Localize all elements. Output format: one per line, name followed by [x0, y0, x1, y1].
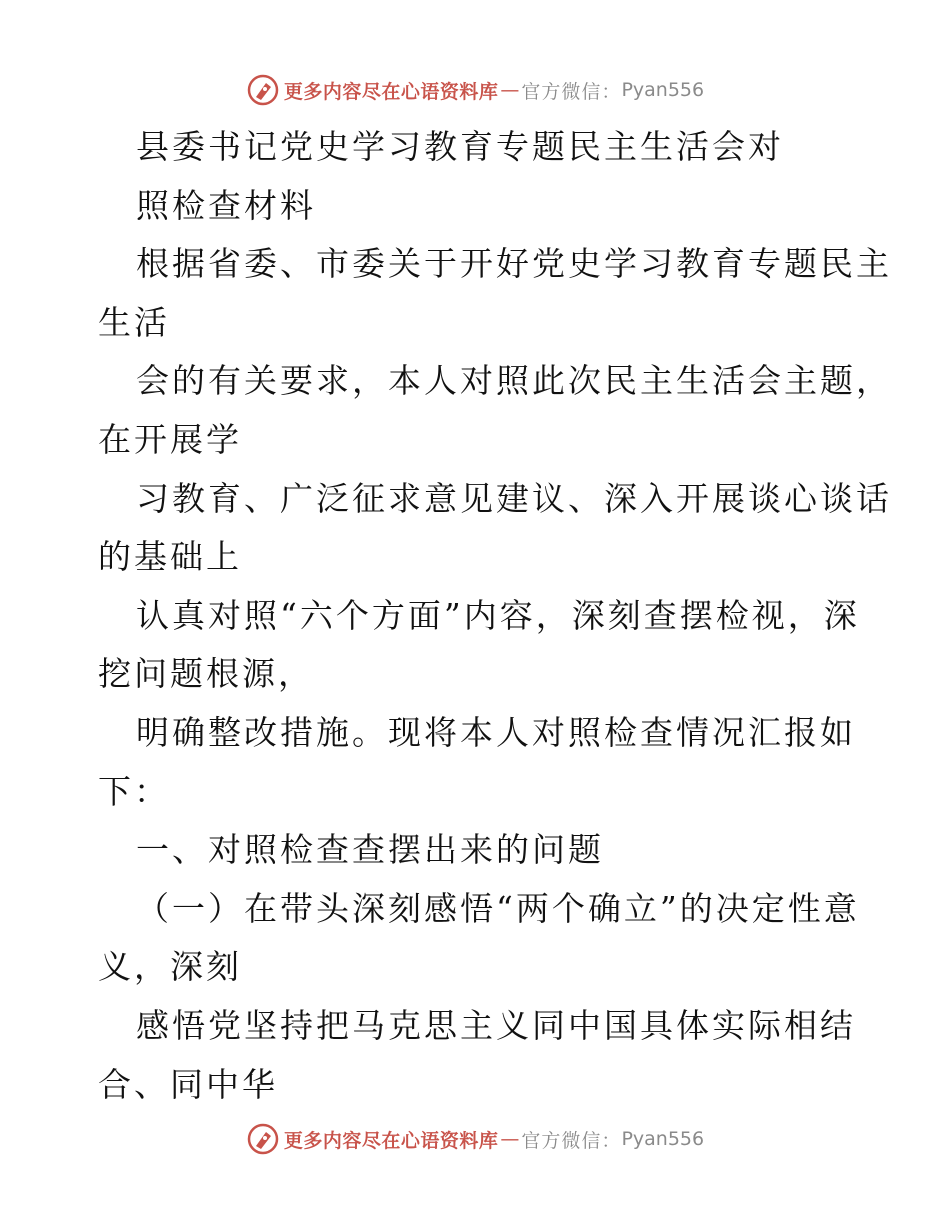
watermark-site-text: 更多内容尽在心语资料库 [283, 1129, 499, 1152]
watermark-wechat-label: 官方微信： [521, 1129, 622, 1152]
watermark-wechat-label: 官方微信： [521, 80, 622, 103]
doc-line-10: 挖问题根源， [98, 654, 314, 694]
footer-watermark [0, 1119, 950, 1159]
doc-line-13: 一、对照检查查摆出来的问题 [136, 830, 604, 870]
header-watermark [0, 70, 950, 110]
doc-line-3: 根据省委、市委关于开好党史学习教育专题民主 [136, 244, 892, 284]
doc-line-15: 义，深刻 [98, 947, 242, 987]
pen-nib-logo-icon [246, 1122, 280, 1156]
doc-line-16: 感悟党坚持把马克思主义同中国具体实际相结 [136, 1005, 856, 1045]
watermark-wechat-id: Pyan556 [621, 79, 705, 101]
doc-line-17: 合、同中华 [98, 1064, 278, 1104]
pen-nib-logo-icon [246, 73, 280, 107]
watermark-dash: — [500, 1128, 520, 1150]
doc-line-7: 习教育、广泛征求意见建议、深入开展谈心谈话 [136, 478, 892, 518]
watermark-dash: — [500, 79, 520, 101]
doc-line-8: 的基础上 [98, 537, 242, 577]
doc-line-2: 照检查材料 [136, 185, 316, 225]
doc-line-9: 认真对照“六个方面”内容，深刻查摆检视，深 [136, 595, 860, 635]
doc-line-11: 明确整改措施。现将本人对照检查情况汇报如 [136, 712, 856, 752]
watermark-wechat-id: Pyan556 [621, 1128, 705, 1150]
watermark-site-text: 更多内容尽在心语资料库 [283, 80, 499, 103]
doc-line-1: 县委书记党史学习教育专题民主生活会对 [136, 127, 784, 166]
doc-line-14: （一）在带头深刻感悟“两个确立”的决定性意 [136, 888, 860, 928]
doc-line-12: 下： [98, 771, 170, 811]
doc-line-6: 在开展学 [98, 419, 242, 459]
doc-line-5: 会的有关要求，本人对照此次民主生活会主题， [136, 361, 892, 401]
document-body [98, 118, 892, 1114]
doc-line-4: 生活 [98, 302, 170, 342]
